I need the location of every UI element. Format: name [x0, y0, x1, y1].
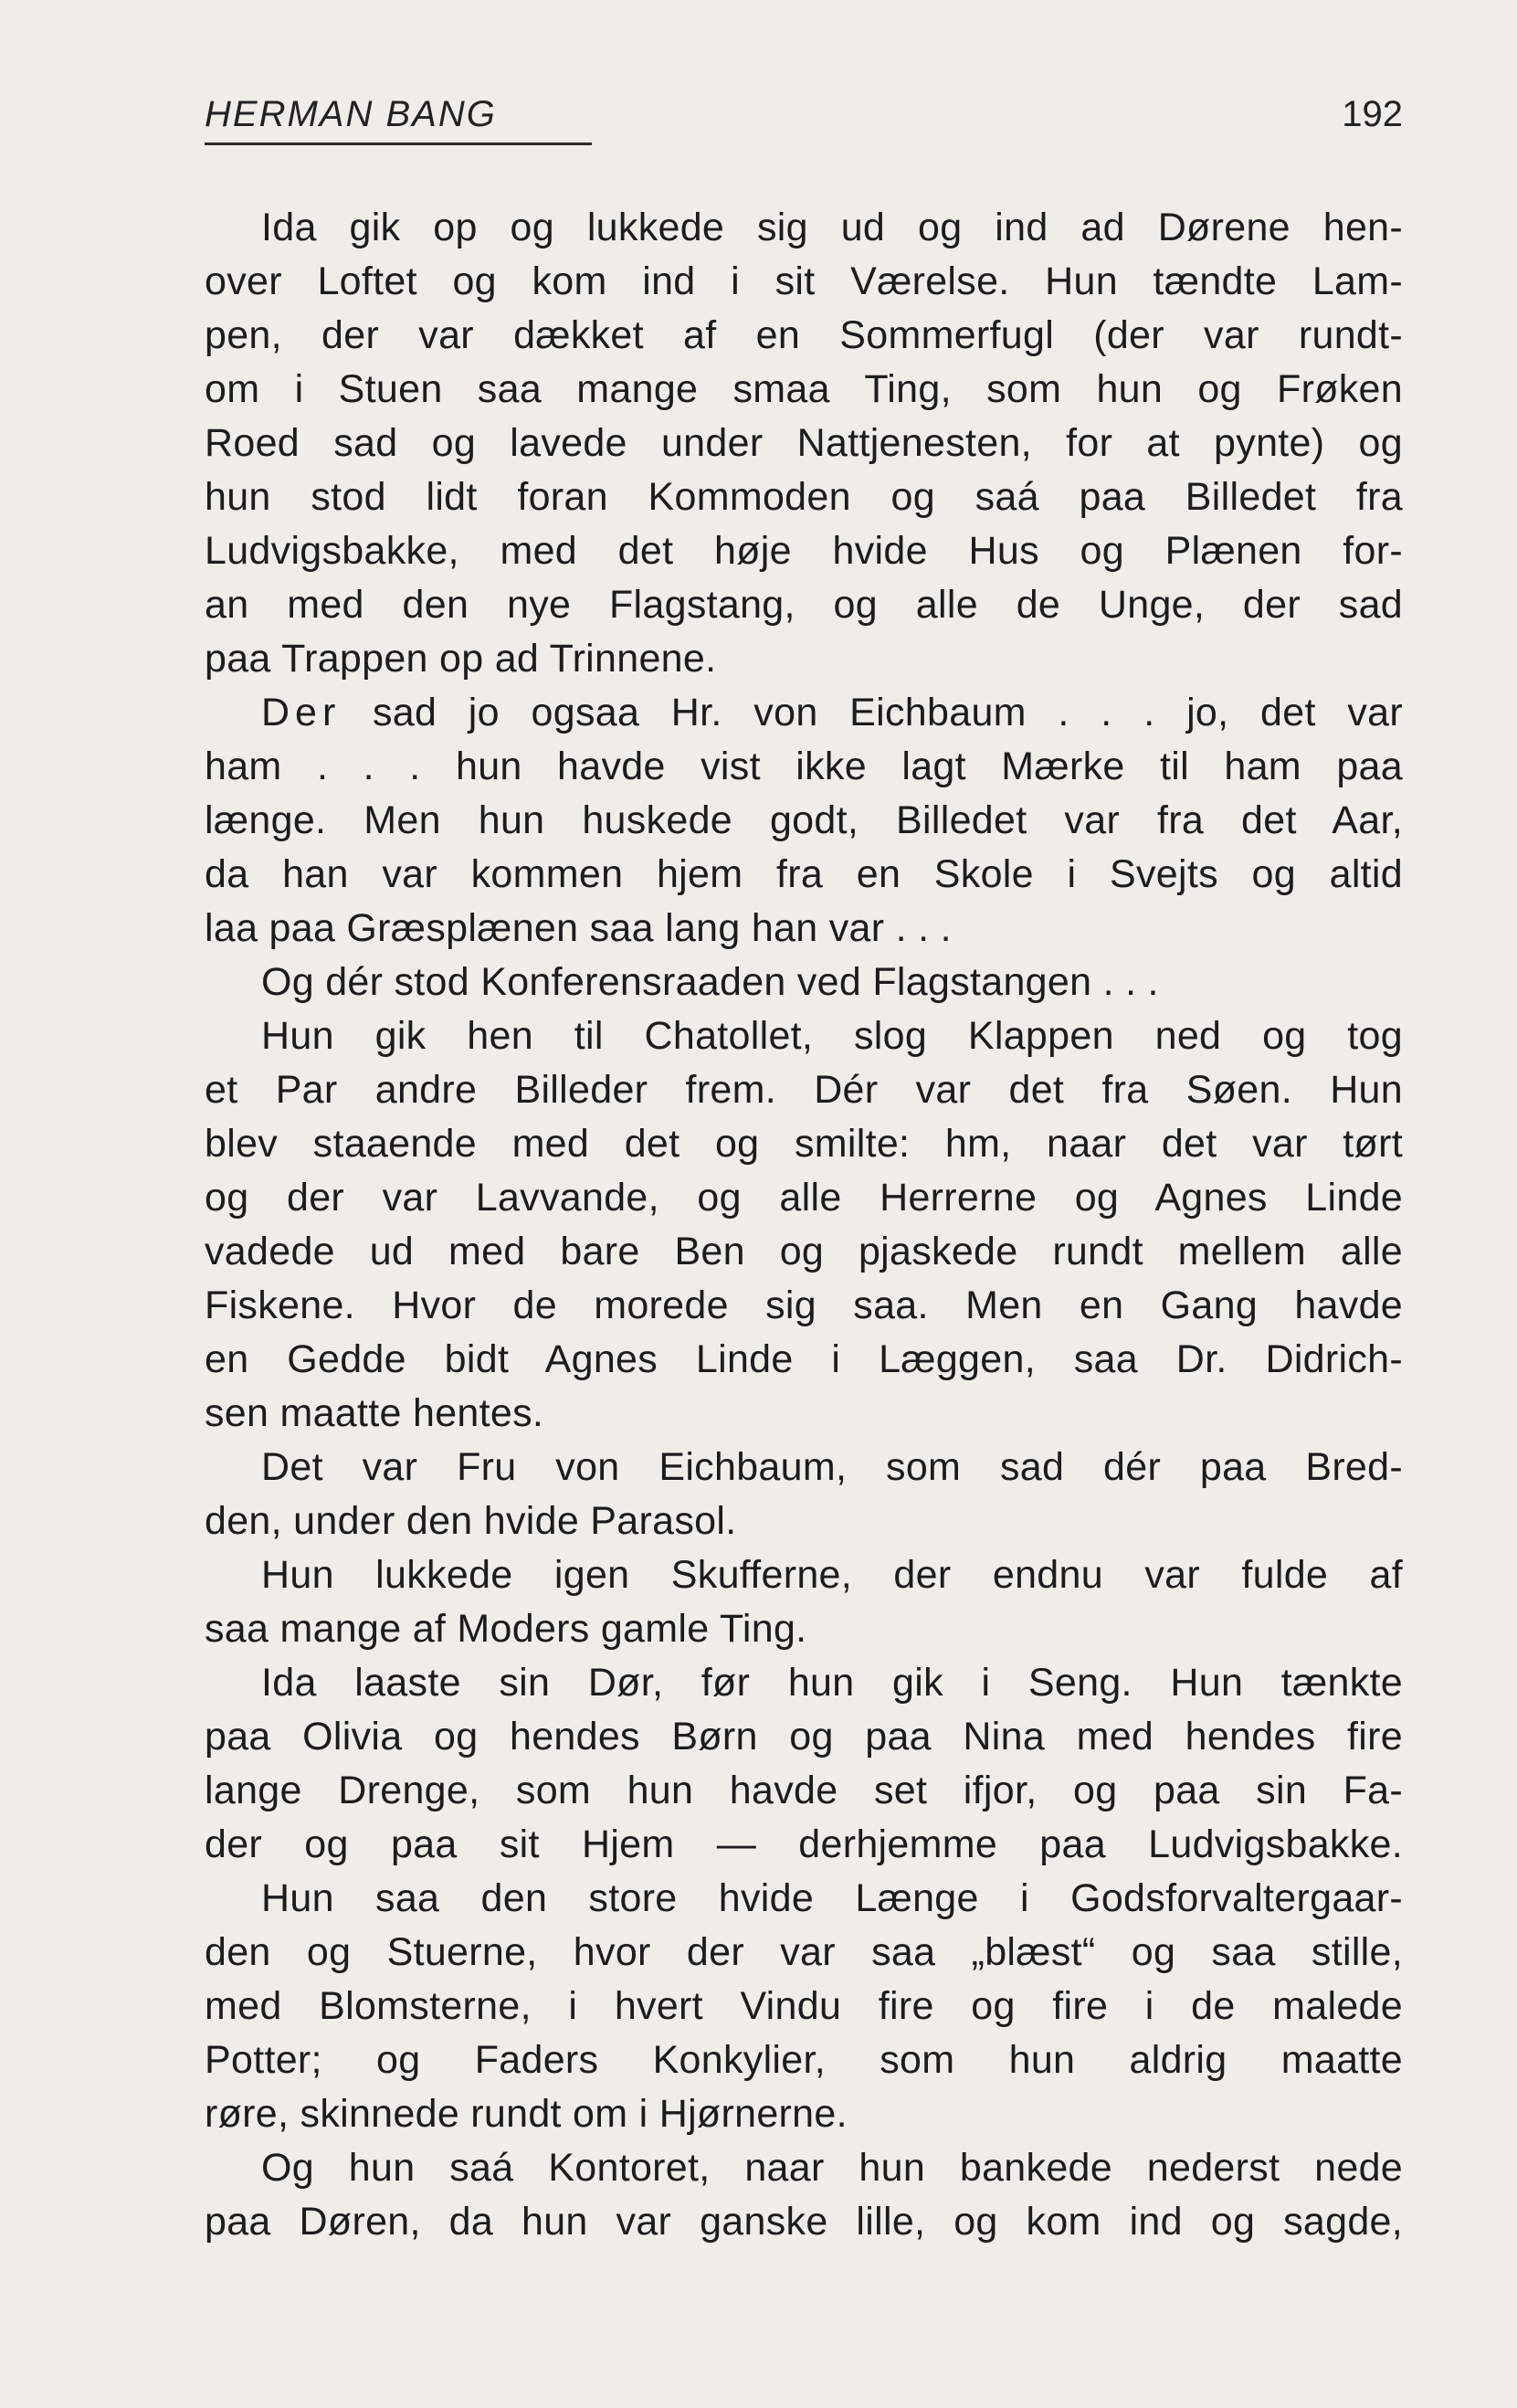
- text-line: an med den nye Flagstang, og alle de Unge, der sad: [205, 583, 1403, 627]
- text-line: Det var Fru von Eichbaum, som sad dér paa Bred-: [261, 1445, 1403, 1489]
- running-head: [205, 91, 1403, 146]
- text-line: pen, der var dækket af en Sommerfugl (der var rundt-: [205, 313, 1403, 357]
- text-line: Hun gik hen til Chatollet, slog Klappen ned og tog: [261, 1014, 1403, 1058]
- text-line: sen maatte hentes.: [205, 1391, 544, 1435]
- text-line: Og hun saá Kontoret, naar hun bankede nederst nede: [261, 2146, 1403, 2190]
- text-line: røre, skinnede rundt om i Hjørnerne.: [205, 2092, 848, 2136]
- text-line: paa Døren, da hun var ganske lille, og kom ind og sagde,: [205, 2200, 1403, 2244]
- author-underline: [205, 143, 592, 145]
- text-line: et Par andre Billeder frem. Dér var det fra Søen. Hun: [205, 1068, 1403, 1112]
- body-text: [205, 201, 1403, 2249]
- text-line: Roed sad og lavede under Nattjenesten, for at pynte) og: [205, 421, 1403, 465]
- spaced-word: Der: [261, 691, 342, 734]
- text-line: Ludvigsbakke, med det høje hvide Hus og Plænen for-: [205, 529, 1403, 573]
- text-line: da han var kommen hjem fra en Skole i Svejts og altid: [205, 852, 1403, 896]
- text-line: der og paa sit Hjem — derhjemme paa Ludvigsbakke.: [205, 1822, 1403, 1866]
- text-line: Hun saa den store hvide Længe i Godsforvaltergaar-: [261, 1876, 1403, 1920]
- text-line: den, under den hvide Parasol.: [205, 1499, 737, 1543]
- text-line: laa paa Græsplænen saa lang han var . . .: [205, 906, 952, 950]
- text-line: Og dér stod Konferensraaden ved Flagstangen . . .: [261, 960, 1159, 1004]
- text-line-with-spaced-word: [205, 686, 1403, 740]
- text-line-rest: sad jo ogsaa Hr. von Eichbaum . . . jo, det var: [372, 691, 1403, 734]
- text-line: hun stod lidt foran Kommoden og saá paa Billedet fra: [205, 475, 1403, 519]
- text-line: ham . . . hun havde vist ikke lagt Mærke til ham paa: [205, 745, 1403, 788]
- text-line: Potter; og Faders Konkylier, som hun aldrig maatte: [205, 2038, 1403, 2082]
- text-line: vadede ud med bare Ben og pjaskede rundt mellem alle: [205, 1230, 1403, 1273]
- text-line: med Blomsterne, i hvert Vindu fire og fire i de malede: [205, 1984, 1403, 2028]
- text-line: paa Olivia og hendes Børn og paa Nina med hendes fire: [205, 1715, 1403, 1758]
- text-line: den og Stuerne, hvor der var saa „blæst“ og saa stille,: [205, 1930, 1403, 1974]
- text-line: saa mange af Moders gamle Ting.: [205, 1607, 807, 1651]
- text-line: længe. Men hun huskede godt, Billedet var fra det Aar,: [205, 798, 1403, 842]
- text-line: en Gedde bidt Agnes Linde i Læggen, saa Dr. Didrich-: [205, 1337, 1403, 1381]
- text-line: Hun lukkede igen Skufferne, der endnu var fulde af: [261, 1553, 1403, 1597]
- text-line: lange Drenge, som hun havde set ifjor, og paa sin Fa-: [205, 1769, 1403, 1812]
- text-line: Fiskene. Hvor de morede sig saa. Men en Gang havde: [205, 1283, 1403, 1327]
- text-line: Ida laaste sin Dør, før hun gik i Seng. Hun tænkte: [261, 1661, 1403, 1705]
- running-head-author: HERMAN BANG: [205, 94, 497, 134]
- text-line: blev staaende med det og smilte: hm, naar det var tørt: [205, 1122, 1403, 1166]
- text-line: og der var Lavvande, og alle Herrerne og Agnes Linde: [205, 1176, 1403, 1220]
- text-line: paa Trappen op ad Trinnene.: [205, 637, 717, 681]
- text-line: over Loftet og kom ind i sit Værelse. Hun tændte Lam-: [205, 259, 1403, 303]
- text-line: om i Stuen saa mange smaa Ting, som hun og Frøken: [205, 367, 1403, 411]
- page-number: 192: [1342, 94, 1403, 134]
- text-line: Ida gik op og lukkede sig ud og ind ad Dørene hen-: [261, 206, 1403, 249]
